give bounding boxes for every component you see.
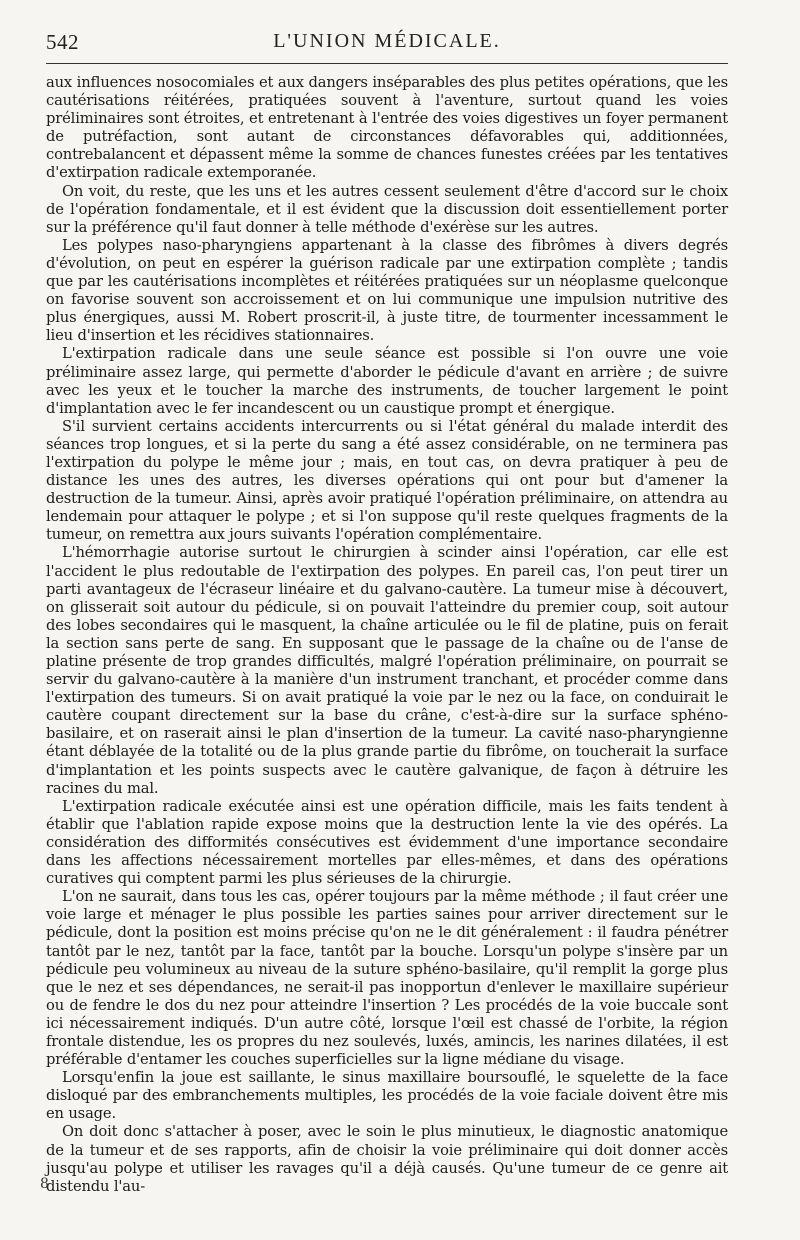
paragraph: L'extirpation radicale exécutée ainsi est une opération difficile, mais les faits tendent à établir que l'ablation rapide expose moins que la destruction lente la vie des opérés. La considération des difformités consécutives est évidemment d'une importance secondaire dans les affections nécessairement mortelles par elles-mêmes, et dans des opérations curatives qui comptent parmi les plus sérieuses de la chirurgie. bbox=[46, 797, 728, 888]
paragraph: L'hémorrhagie autorise surtout le chirurgien à scinder ainsi l'opération, car elle est l'accident le plus redoutable de l'extirpation des polypes. En pareil cas, l'on peut tirer un parti avantageux de l'écraseur linéaire et du galvano-cautère. La tumeur mise à découvert, on glisserait soit autour du pédicule, si on pouvait l'atteindre du premier coup, soit autour des lobes secondaires qui le masquent, la chaîne articulée ou le fil de platine, puis on ferait la section sans perte de sang. En supposant que le passage de la chaîne ou de l'anse de platine présente de trop grandes difficultés, malgré l'opération préliminaire, on pourrait se servir du galvano-cautère à la manière d'un instrument tranchant, et procéder comme dans l'extirpation des tumeurs. Si on avait pratiqué la voie par le nez ou la face, on conduirait le cautère coupant directement sur la base du crâne, c'est-à-dire sur la surface sphéno-basilaire, et on raserait ainsi le plan d'insertion de la tumeur. La cavité naso-pharyngienne étant déblayée de la totalité ou de la plus grande partie du fibrôme, on toucherait la surface d'implantation et les points suspects avec le cautère galvanique, de façon à détruire les racines du mal. bbox=[46, 544, 728, 797]
paragraph: Les polypes naso-pharyngiens appartenant à la classe des fibrômes à divers degrés d'évolution, on peut en espérer la guérison radicale par une extirpation complète ; tandis que par les cautérisations incomplètes et réitérées pratiquées sur un néoplasme quelconque on favorise souvent son accroissement et on lui communique une impulsion nutritive des plus énergiques, aussi M. Robert proscrit-il, à juste titre, de tourmenter incessamment le lieu d'insertion et les récidives stationnaires. bbox=[46, 236, 728, 345]
paragraph: aux influences nosocomiales et aux dangers inséparables des plus petites opérations, que les cautérisations réitérées, pratiquées souvent à l'aventure, surtout quand les voies préliminaires sont étroites, et entretenant à l'entrée des voies digestives un foyer permanent de putréfaction, sont autant de circonstances défavorables qui, additionnées, contrebalancent et dépassent même la somme de chances funestes créées par les tentatives d'extirpation radicale extemporanée. bbox=[46, 74, 728, 182]
article-body bbox=[46, 74, 728, 1196]
page-number: 542 bbox=[46, 30, 79, 54]
paragraph: L'extirpation radicale dans une seule séance est possible si l'on ouvre une voie préliminaire assez large, qui permette d'aborder le pédicule d'avant en arrière ; de suivre avec les yeux et le toucher la marche des instruments, de toucher largement le point d'implantation avec le fer incandescent ou un caustique prompt et énergique. bbox=[46, 345, 728, 417]
header-rule bbox=[46, 63, 728, 64]
paragraph: On voit, du reste, que les uns et les autres cessent seulement d'être d'accord sur le choix de l'opération fondamentale, et il est évident que la discussion doit essentiellement porter sur la préférence qu'il faut donner à telle méthode d'exérèse sur les autres. bbox=[46, 182, 728, 236]
paragraph: Lorsqu'enfin la joue est saillante, le sinus maxillaire boursouflé, le squelette de la face disloqué par des embranchements multiples, les procédés de la voie faciale doivent être mis en usage. bbox=[46, 1069, 728, 1123]
paragraph: L'on ne saurait, dans tous les cas, opérer toujours par la même méthode ; il faut créer une voie large et ménager le plus possible les parties saines pour arriver directement sur le pédicule, dont la position est moins précise qu'on ne le dit généralement : il faudra pénétrer tantôt par le nez, tantôt par la face, tantôt par la bouche. Lorsqu'un polype s'insère par un pédicule peu volumineux au niveau de la suture sphéno-basilaire, qu'il remplit la gorge plus que le nez et ses dépendances, ne serait-il pas inopportun d'enlever le maxillaire supérieur ou de fendre le dos du nez pour atteindre l'insertion ? Les procédés de la voie buccale sont ici nécessairement indiqués. D'un autre côté, lorsque l'œil est chassé de l'orbite, la région frontale distendue, les os propres du nez soulevés, luxés, amincis, les narines dilatées, il est préférable d'entamer les couches superficielles sur la ligne médiane du visage. bbox=[46, 888, 728, 1069]
signature-mark: 8 bbox=[40, 1176, 49, 1192]
paragraph: On doit donc s'attacher à poser, avec le soin le plus minutieux, le diagnostic anatomique de la tumeur et de ses rapports, afin de choisir la voie préliminaire qui doit donner accès jusqu'au polype et utiliser les ravages qu'il a déjà causés. Qu'une tumeur de ce genre ait distendu l'au- bbox=[46, 1123, 728, 1195]
running-head bbox=[46, 30, 728, 58]
journal-title: L'UNION MÉDICALE. bbox=[273, 30, 501, 52]
paragraph: S'il survient certains accidents intercurrents ou si l'état général du malade interdit des séances trop longues, et si la perte du sang a été assez considérable, on ne terminera pas l'extirpation du polype le même jour ; mais, en tout cas, on devra pratiquer à peu de distance les unes des autres, les diverses opérations qui ont pour but d'amener la destruction de la tumeur. Ainsi, après avoir pratiqué l'opération préliminaire, on attendra au lendemain pour attaquer le polype ; et si l'on suppose qu'il reste quelques fragments de la tumeur, on remettra aux jours suivants l'opération complémentaire. bbox=[46, 417, 728, 544]
